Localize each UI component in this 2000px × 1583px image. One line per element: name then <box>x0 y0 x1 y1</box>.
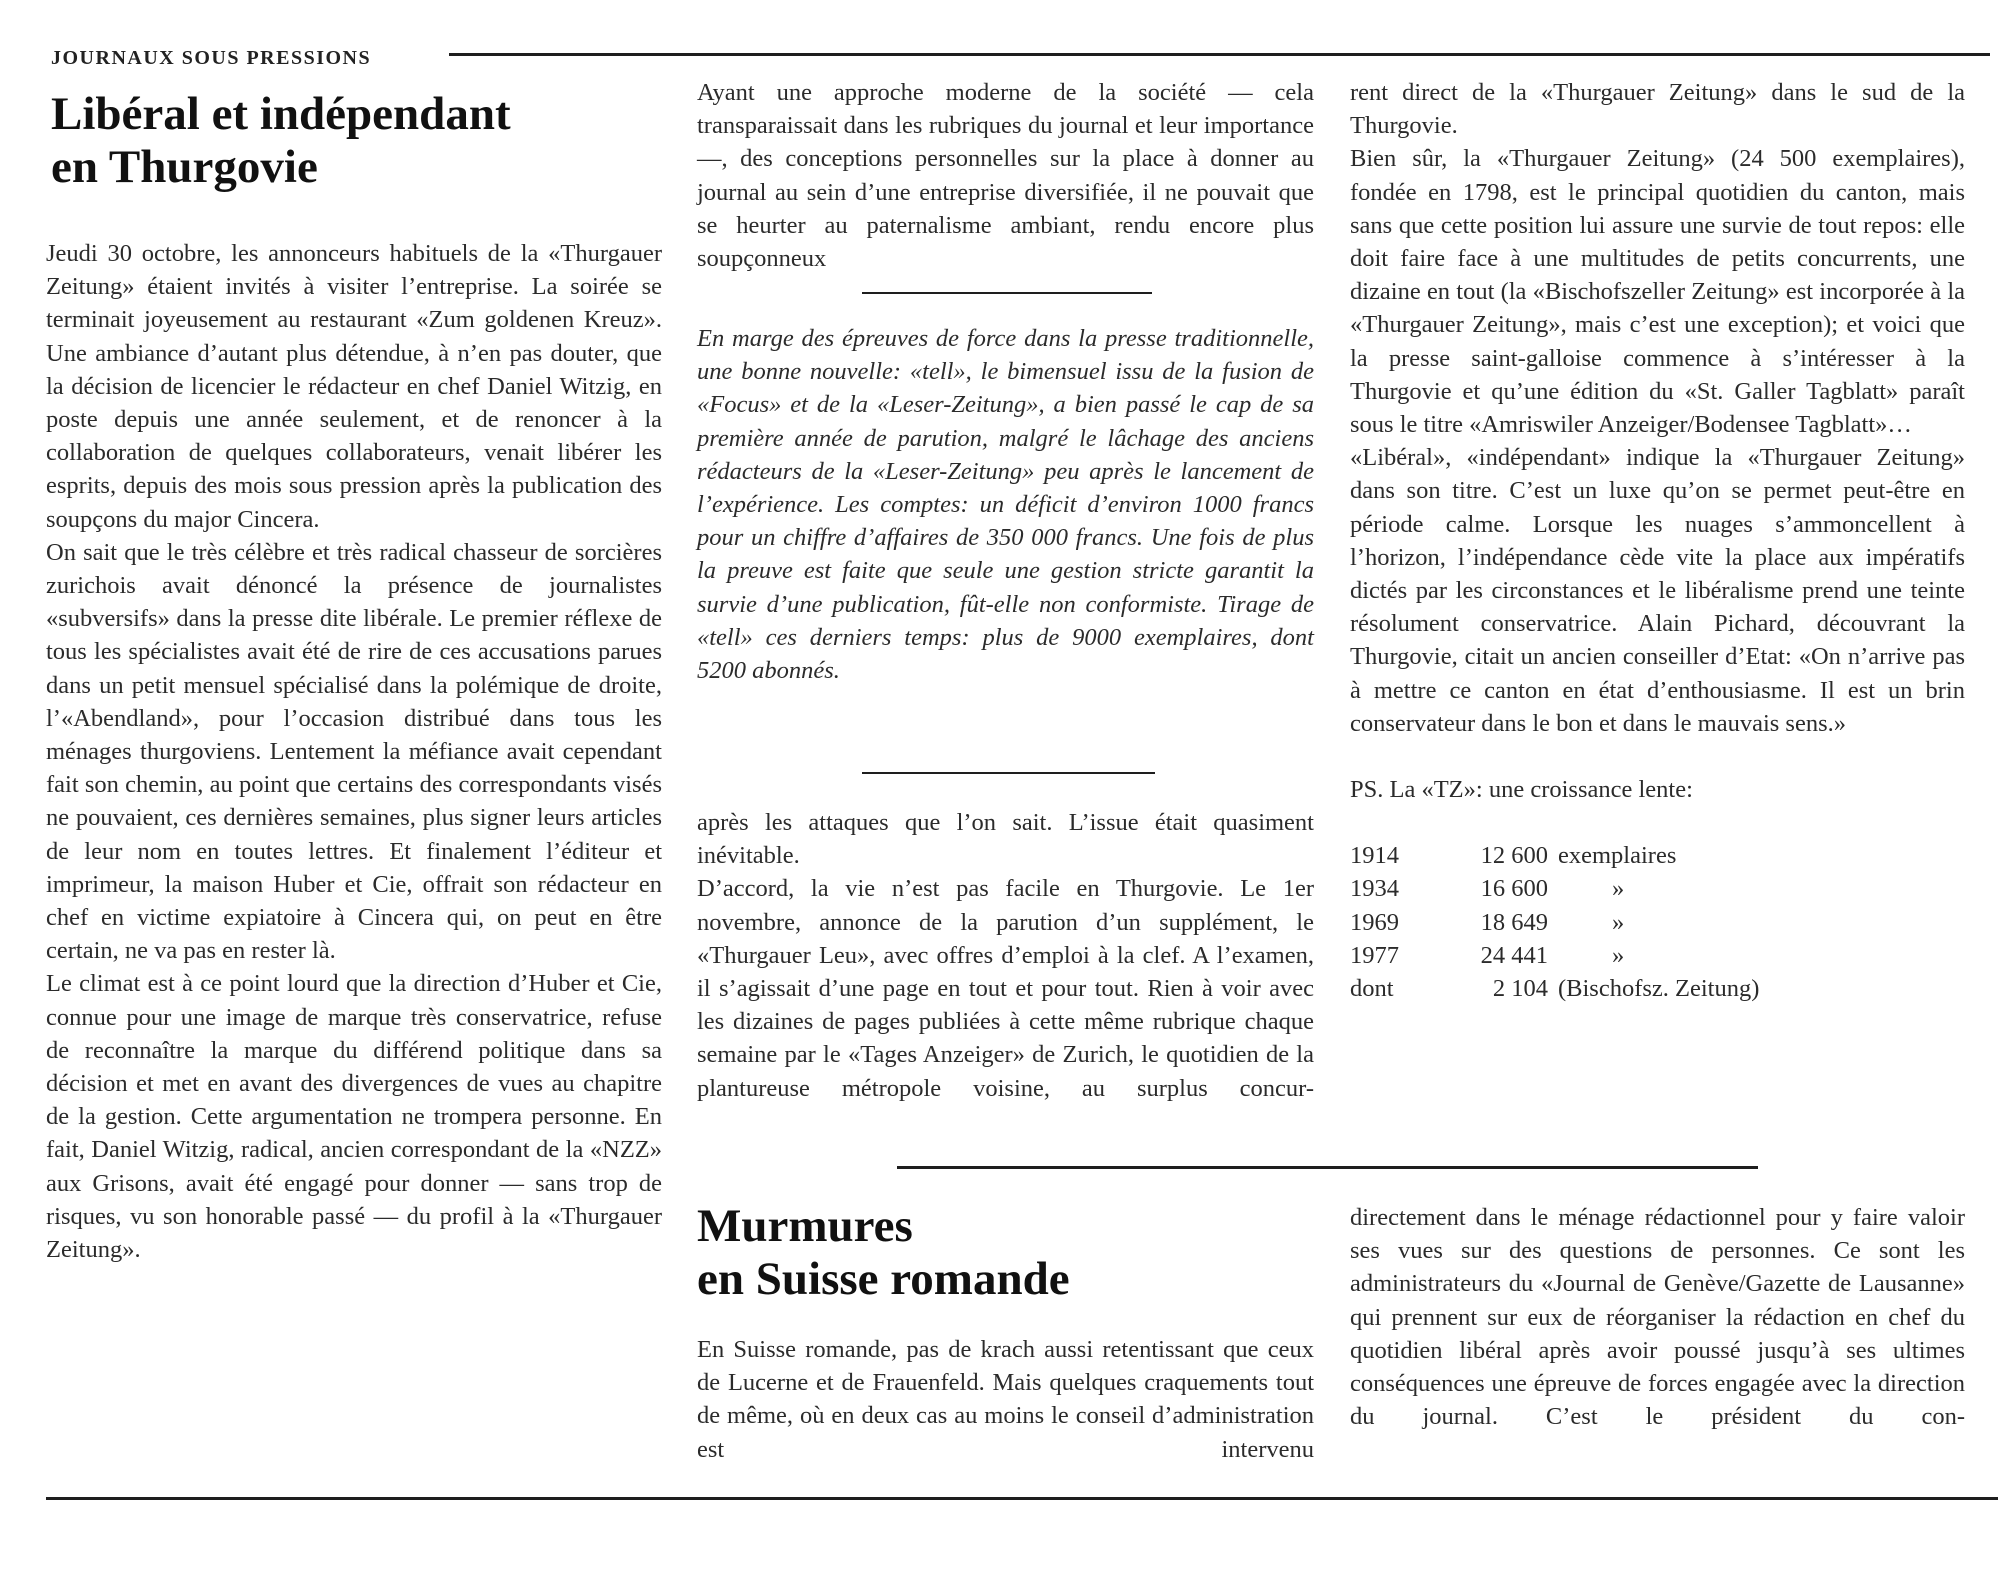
sidebar-box <box>697 322 1314 687</box>
section-kicker: JOURNAUX SOUS PRESSIONS <box>51 47 372 69</box>
circulation-year: 1934 <box>1350 875 1399 903</box>
circulation-unit: » <box>1612 941 1625 969</box>
circulation-year: 1969 <box>1350 908 1399 936</box>
article2-column2 <box>697 1333 1314 1466</box>
circulation-copies: 12 600 <box>1480 842 1548 870</box>
circulation-row <box>1350 939 1759 972</box>
circulation-copies: 18 649 <box>1480 908 1548 936</box>
sidebar-top-rule <box>862 292 1152 294</box>
paragraph: «Libéral», «indépendant» indique la «Thurgauer Zeitung» dans son titre. C’est un luxe qu’on se permet peut-être en période calme. Lorsque les nuages s’ammoncellent à l’horizon, l’indépendance cède vite la place aux impératifs dictés par les circonstances et le libéralisme prend une teinte résolument conservatrice. Alain Pichard, découvrant la Thurgovie, citait un ancien conseiller d’Etat: «On n’arrive pas à mettre ce canton en état d’enthousiasme. Il est un brin conservateur dans le bon et dans le mauvais sens.» <box>1350 444 1965 737</box>
article2-headline-line1: Murmures <box>697 1200 913 1252</box>
article1-headline-line1: Libéral et indépendant <box>51 88 511 140</box>
article1-column1 <box>46 237 662 1266</box>
article2-headline <box>697 1200 1070 1306</box>
circulation-row <box>1350 906 1759 939</box>
circulation-row <box>1350 839 1759 872</box>
top-rule <box>449 53 1990 56</box>
paragraph: D’accord, la vie n’est pas facile en Thurgovie. Le 1er novembre, annonce de la parution d’un supplément, le «Thurgauer Leu», avec offres d’emploi à la clef. A l’examen, il s’agissait d’une page en tout et pour tout. Rien à voir avec les dizaines de pages publiées à cette même rubrique chaque semaine par le «Tages Anzeiger» de Zurich, le quotidien de la plantureuse métropole voisine, au surplus concur- <box>697 875 1314 1102</box>
circulation-table <box>1350 839 1759 1005</box>
article-divider-rule <box>897 1166 1758 1169</box>
sidebar-text: En marge des épreuves de force dans la presse traditionnelle, une bonne nouvelle: «tell», le bimensuel issu de la fusion de «Focus» et de la «Leser-Zeitung», a bien passé le cap de sa première année de parution, malgré le lâchage des anciens rédacteurs de la «Leser-Zeitung» peu après le lancement de l’expérience. Les comptes: un déficit d’environ 1000 francs pour un chiffre d’affaires de 350 000 francs. Une fois de plus la preuve est faite que seule une gestion stricte garantit la survie d’une publication, fût-elle non conformiste. Tirage de «tell» ces derniers temps: plus de 9000 exemplaires, dont 5200 abonnés. <box>697 325 1314 685</box>
article1-headline-line2: en Thurgovie <box>51 141 318 193</box>
paragraph: On sait que le très célèbre et très radical chasseur de sorcières zurichois avait dénoncé la présence de journalistes «subversifs» dans la presse dite libérale. Le premier réflexe de tous les spécialistes avait été de rire de ces accusations parues dans un petit mensuel spécialisé dans la polémique de droite, l’«Abendland», pour l’occasion distribué dans tous les ménages thurgoviens. Lentement la méfiance avait cependant fait son chemin, au point que certains des correspondants visés ne pouvaient, ces dernières semaines, plus signer leurs articles de leur nom en toutes lettres. Et finalement l’éditeur et imprimeur, la maison Huber et Cie, offrait son rédacteur en chef en victime expiatoire à Cincera qui, on peut en être certain, ne va pas en rester là. <box>46 538 662 965</box>
circulation-year: dont <box>1350 975 1394 1003</box>
paragraph: Le climat est à ce point lourd que la direction d’Huber et Cie, connue pour une image de marque très conservatrice, refuse de reconnaître la marque du différend politique dans sa décision et met en avant des divergences de vues au chapitre de la gestion. Cette argumentation ne trompera personne. En fait, Daniel Witzig, radical, ancien correspondant de la «NZZ» aux Grisons, avait été engagé pour donner — sans trop de risques, vu son honorable passé — du profil à la «Thurgauer Zeitung». <box>46 970 662 1264</box>
circulation-unit: » <box>1612 875 1625 903</box>
circulation-copies: 16 600 <box>1480 875 1548 903</box>
circulation-unit: (Bischofsz. Zeitung) <box>1558 975 1760 1003</box>
article2-column3 <box>1350 1201 1965 1433</box>
bottom-rule <box>46 1497 1998 1500</box>
article1-column3 <box>1350 76 1965 1005</box>
circulation-year: 1914 <box>1350 842 1399 870</box>
circulation-unit: » <box>1612 908 1625 936</box>
article1-column2-bottom <box>697 806 1314 1105</box>
paragraph: Ayant une approche moderne de la société — cela transparaissait dans les rubriques du journal et leur importance —, des conceptions personnelles sur la place à donner au journal au sein d’une entreprise diversifiée, il ne pouvait que se heurter au paternalisme ambiant, rendu encore plus soupçonneux <box>697 79 1314 273</box>
ps-title: PS. La «TZ»: une croissance lente: <box>1350 776 1693 804</box>
circulation-copies: 2 104 <box>1492 975 1548 1003</box>
circulation-unit: exemplaires <box>1558 842 1677 870</box>
paragraph: Jeudi 30 octobre, les annonceurs habituels de la «Thurgauer Zeitung» étaient invités à visiter l’entreprise. La soirée se terminait joyeusement au restaurant «Zum goldenen Kreuz». Une ambiance d’autant plus détendue, à n’en pas douter, que la décision de licencier le rédacteur en chef Daniel Witzig, en poste depuis une année seulement, et de renoncer à la collaboration de quelques collaborateurs, venait libérer les esprits, depuis des mois sous pression après la publication des soupçons du major Cincera. <box>46 240 662 533</box>
article2-headline-line2: en Suisse romande <box>697 1253 1070 1305</box>
paragraph: En Suisse romande, pas de krach aussi retentissant que ceux de Lucerne et de Frauenfeld. Mais quelques craquements tout de même, où en deux cas au moins le conseil d’administration est intervenu <box>697 1336 1314 1463</box>
circulation-row <box>1350 972 1759 1005</box>
article1-column2-top <box>697 76 1314 275</box>
sidebar-bottom-rule <box>862 772 1155 774</box>
circulation-year: 1977 <box>1350 941 1399 969</box>
article1-headline <box>51 88 511 194</box>
paragraph: rent direct de la «Thurgauer Zeitung» dans le sud de la Thurgovie. <box>1350 79 1965 140</box>
circulation-row <box>1350 872 1759 905</box>
paragraph: après les attaques que l’on sait. L’issue était quasiment inévitable. <box>697 809 1314 870</box>
circulation-copies: 24 441 <box>1480 941 1548 969</box>
paragraph: Bien sûr, la «Thurgauer Zeitung» (24 500 exemplaires), fondée en 1798, est le principal quotidien du canton, mais sans que cette position lui assure une survie de tout repos: elle doit faire face à une multitudes de petits concurrents, une dizaine en tout (la «Bischofszeller Zeitung» est incorporée à la «Thurgauer Zeitung», mais c’est une exception); et voici que la presse saint-galloise commence à s’intéresser à la Thurgovie et qu’une édition du «St. Galler Tagblatt» paraît sous le titre «Amriswiler Anzeiger/Bodensee Tagblatt»… <box>1350 145 1965 439</box>
paragraph: directement dans le ménage rédactionnel pour y faire valoir ses vues sur des questions de personnes. Ce sont les administrateurs du «Journal de Genève/Gazette de Lausanne» qui prennent sur eux de réorganiser la rédaction en chef du quotidien libéral après avoir poussé jusqu’à ses ultimes conséquences une épreuve de forces engagée avec la direction du journal. C’est le président du con- <box>1350 1204 1965 1431</box>
